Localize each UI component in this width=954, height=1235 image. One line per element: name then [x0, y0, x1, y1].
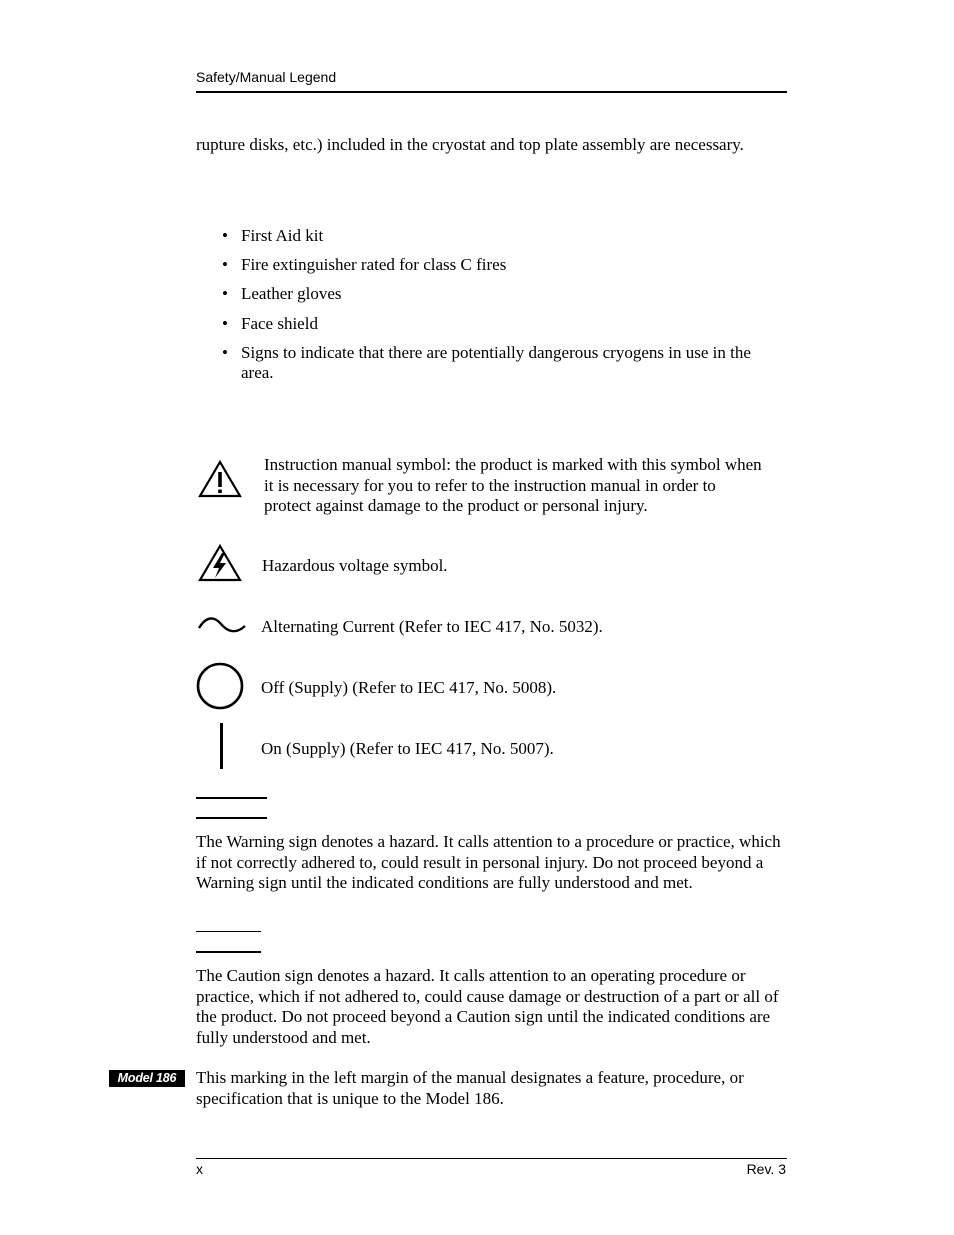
header-rule — [196, 91, 787, 93]
alternating-current-text: Alternating Current (Refer to IEC 417, No. 5032). — [261, 617, 603, 636]
power-on-line-icon — [220, 723, 223, 769]
list-item — [222, 314, 782, 335]
bullet-icon: • — [222, 226, 228, 245]
hazardous-voltage-text: Hazardous voltage symbol. — [262, 556, 448, 575]
caution-paragraph: The Caution sign denotes a hazard. It calls attention to an operating procedure or practice, which if not adhered to, could cause damage or destruction of a part or all of the product. Do not proceed beyond a Caution sign until the indicated conditions are fully understood and met. — [196, 966, 779, 1047]
page-number: x — [196, 1161, 203, 1177]
power-off-circle-icon — [196, 661, 244, 711]
safety-equipment-list — [222, 226, 782, 392]
bullet-icon: • — [222, 342, 228, 362]
footer-rule — [196, 1158, 787, 1159]
list-item — [222, 284, 782, 305]
power-off-text: Off (Supply) (Refer to IEC 417, No. 5008). — [261, 678, 557, 697]
page-header-title: Safety/Manual Legend — [196, 69, 337, 85]
list-item-text: Signs to indicate that there are potentially dangerous cryogens in use in the area. — [241, 342, 751, 383]
alternating-current-icon — [197, 615, 247, 637]
bullet-icon: • — [222, 284, 228, 304]
list-item-text: Leather gloves — [241, 284, 342, 304]
warning-rule-bottom — [196, 817, 267, 819]
list-item-text: First Aid kit — [241, 226, 324, 245]
hazardous-voltage-icon — [198, 544, 242, 582]
list-item — [222, 343, 782, 384]
model-marking-paragraph: This marking in the left margin of the manual designates a feature, procedure, or specification that is unique to the Model 186. — [196, 1068, 744, 1108]
caution-rule-bottom — [196, 951, 261, 953]
list-item-text: Face shield — [241, 313, 318, 333]
caution-rule-top — [196, 931, 261, 932]
power-on-text: On (Supply) (Refer to IEC 417, No. 5007). — [261, 739, 554, 758]
instruction-manual-symbol-text: Instruction manual symbol: the product is marked with this symbol when it is necessary for you to refer to the instruction manual in order to protect against damage to the product or personal injury. — [264, 455, 762, 515]
list-item — [222, 226, 782, 247]
list-item-text: Fire extinguisher rated for class C fires — [241, 255, 507, 275]
warning-rule-top — [196, 797, 267, 799]
caution-triangle-icon — [198, 460, 242, 498]
list-item — [222, 255, 782, 276]
intro-paragraph: rupture disks, etc.) included in the cryostat and top plate assembly are necessary. — [196, 135, 744, 154]
bullet-icon: • — [222, 313, 228, 333]
revision-label: Rev. 3 — [746, 1161, 786, 1177]
warning-paragraph: The Warning sign denotes a hazard. It calls attention to a procedure or practice, which if not correctly adhered to, could result in personal injury. Do not proceed beyond a Warning sign until the indicated conditions are fully understood and met. — [196, 832, 781, 892]
model-margin-badge: Model 186 — [109, 1070, 185, 1087]
bullet-icon: • — [222, 255, 228, 275]
